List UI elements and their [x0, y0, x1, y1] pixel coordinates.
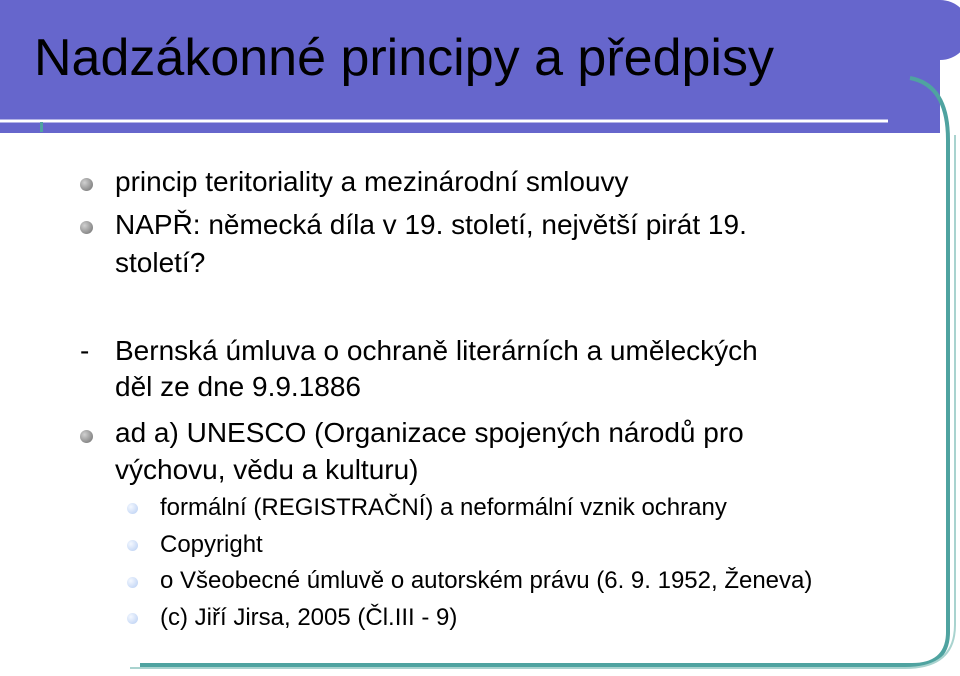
- dash-marker: -: [80, 335, 90, 366]
- list-item-2-line2: století?: [115, 247, 206, 278]
- sub-item-4: (c) Jiří Jirsa, 2005 (Čl.III - 9): [160, 604, 458, 631]
- sub-bullet-dot-icon: [127, 613, 138, 624]
- list-item-4-line1: ad a) UNESCO (Organizace spojených národů pro: [115, 417, 744, 448]
- sub-item-3: o Všeobecné úmluvě o autorském právu (6. 9. 1952, Ženeva): [160, 567, 813, 594]
- bullet-dot-icon: [80, 221, 93, 234]
- sub-item-2: Copyright: [160, 531, 263, 558]
- sub-bullet-dot-icon: [127, 503, 138, 514]
- list-item-1: princip teritoriality a mezinárodní smlouvy: [115, 166, 629, 197]
- bullet-dot-icon: [80, 178, 93, 191]
- list-item-3-line2: děl ze dne 9.9.1886: [115, 371, 361, 402]
- list-item-3-line1: Bernská úmluva o ochraně literárních a uměleckých: [115, 335, 758, 366]
- list-item-4-line2: výchovu, vědu a kulturu): [115, 454, 419, 485]
- list-item-2-line1: NAPŘ: německá díla v 19. století, největší pirát 19.: [115, 209, 747, 240]
- sub-bullet-dot-icon: [127, 577, 138, 588]
- sub-bullet-dot-icon: [127, 540, 138, 551]
- sub-item-1: formální (REGISTRAČNÍ) a neformální vznik ochrany: [160, 494, 727, 521]
- slide-title: Nadzákonné principy a předpisy: [34, 29, 774, 87]
- bullet-dot-icon: [80, 430, 93, 443]
